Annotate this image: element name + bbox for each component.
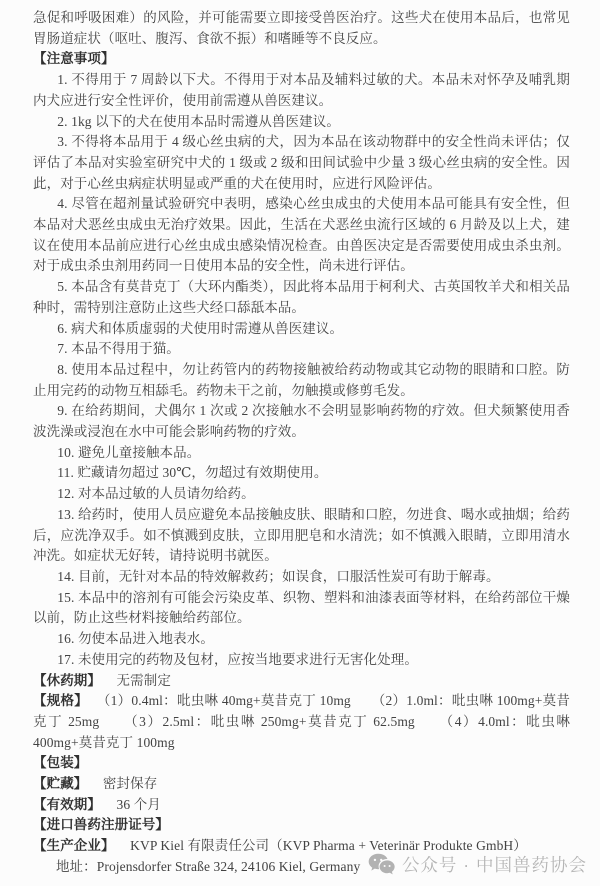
precaution-item-3: 3. 不得将本品用于 4 级心丝虫病的犬，因为本品在该动物群中的安全性尚未评估；仅评估了本品对实验室研究中犬的 1 级或 2 级和田间试验中少量 3 级心丝虫病的安全性。因此，对于心丝虫病症状明显或严重的犬在使用时，应进行风险评估。	[33, 134, 570, 191]
precaution-item-2: 2. 1kg 以下的犬在使用本品时需遵从兽医建议。	[57, 113, 340, 129]
field-label: 【生产企业】	[33, 838, 115, 854]
precaution-item-15: 15. 本品中的溶剂有可能会污染皮革、织物、塑料和油漆表面等材料，在给药部位干燥以前，防止这些材料接触给药部位。	[33, 589, 570, 626]
field-value: 密封保存	[102, 776, 158, 792]
precaution-item-4: 4. 尽管在超剂量试验研究中表明，感染心丝虫成虫的犬使用本品可能具有安全性，但本品对犬恶丝虫成虫无治疗效果。因此，生活在犬恶丝虫流行区域的 6 月龄及以上犬，建议在使用本品前应进行心丝虫成虫感染情况检查。由兽医决定是否需要使用成虫杀虫剂。对于成虫杀虫剂用药同一日使用本品的安全性，尚未进行评估。	[33, 196, 570, 274]
precaution-item-7: 7. 本品不得用于猫。	[57, 341, 180, 357]
precautions-heading: 【注意事项】	[33, 51, 115, 67]
precaution-item-9: 9. 在给药期间，犬偶尔 1 次或 2 次接触水不会明显影响药物的疗效。但犬频繁使用香波洗澡或浸泡在水中可能会影响药物的疗效。	[33, 403, 570, 440]
watermark-text: 公众号 · 中国兽药协会	[401, 855, 587, 875]
precaution-item-6: 6. 病犬和体质虚弱的犬使用时需遵从兽医建议。	[57, 320, 344, 336]
field-label: 【包装】	[33, 755, 88, 771]
wechat-icon	[368, 853, 395, 876]
field-specification	[33, 691, 570, 753]
field-value: KVP Kiel 有限责任公司（KVP Pharma + Veterinär Produkte GmbH）	[130, 838, 527, 854]
field-shelf-life	[33, 795, 570, 816]
field-label: 【有效期】	[33, 796, 101, 812]
field-label: 【贮藏】	[33, 776, 88, 792]
precaution-item-16: 16. 勿使本品进入地表水。	[57, 631, 214, 647]
precaution-item-14: 14. 目前，无针对本品的特效解救药；如误食，口服活性炭可有助于解毒。	[57, 568, 500, 584]
precaution-item-17: 17. 未使用完的药物及包材，应按当地要求进行无害化处理。	[57, 651, 418, 667]
precaution-item-13: 13. 给药时，使用人员应避免本品接触皮肤、眼睛和口腔，勿进食、喝水或抽烟；给药后，应洗净双手。如不慎溅到皮肤，立即用肥皂和水清洗；如不慎溅入眼睛，立即用清水冲洗。如症状无好转，请持说明书就医。	[33, 506, 570, 564]
field-label: 【规格】	[33, 693, 89, 709]
field-label: 【进口兽药注册证号】	[33, 817, 169, 833]
precaution-item-8: 8. 使用本品过程中，勿让药管内的药物接触被给药动物或其它动物的眼睛和口腔。防止用完药的动物互相舔毛。药物未干之前，勿触摸或修剪毛发。	[33, 361, 570, 398]
precaution-item-5: 5. 本品含有莫昔克丁（大环内酯类），因此将本品用于柯利犬、古英国牧羊犬和相关品种时，需特别注意防止这些犬经口舔舐本品。	[33, 279, 570, 315]
precaution-item-1: 1. 不得用于 7 周龄以下犬。不得用于对本品及辅料过敏的犬。本品未对怀孕及哺乳期内犬应进行安全性评价，使用前需遵从兽医建议。	[33, 72, 570, 108]
precaution-item-10: 10. 避免儿童接触本品。	[57, 444, 201, 460]
intro-paragraph: 急促和呼吸困难）的风险，并可能需要立即接受兽医治疗。这些犬在使用本品后，也常见胃肠道症状（呕吐、腹泻、食欲不振）和嗜睡等不良反应。	[33, 10, 570, 46]
field-label: 【休药期】	[33, 672, 101, 688]
precaution-item-11: 11. 贮藏请勿超过 30℃，勿超过有效期使用。	[57, 465, 328, 481]
field-withdrawal-period	[33, 671, 570, 692]
field-value: （1）0.4ml：吡虫啉 40mg+莫昔克丁 10mg （2）1.0ml：吡虫啉 100mg+莫昔克丁 25mg （3）2.5ml：吡虫啉 250mg+莫昔克丁 62.5mg （4）4.0ml：吡虫啉 400mg+莫昔克丁 100mg	[33, 693, 571, 750]
field-value: 无需制定	[116, 672, 171, 688]
field-value: 36 个月	[116, 796, 161, 812]
field-packaging	[33, 753, 570, 774]
field-storage	[33, 774, 570, 795]
wechat-watermark	[368, 852, 587, 877]
precaution-item-12: 12. 对本品过敏的人员请勿给药。	[57, 486, 255, 502]
manufacturer-address: 地址：Projensdorfer Straße 324, 24106 Kiel, Germany	[55, 858, 361, 874]
field-import-registration-number	[33, 815, 570, 836]
